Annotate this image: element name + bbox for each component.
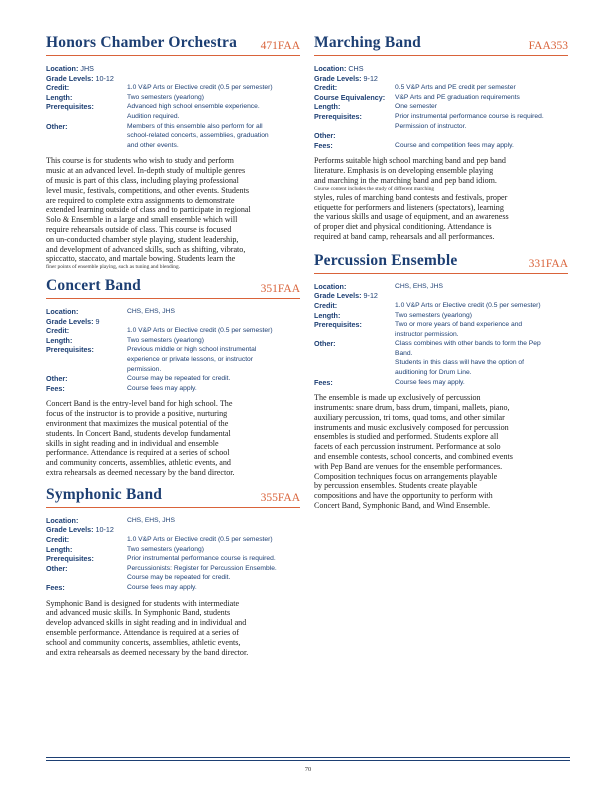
grade-levels-label: Grade Levels: bbox=[46, 316, 94, 326]
credit-row bbox=[46, 326, 300, 336]
other-label: Other: bbox=[46, 374, 68, 384]
other-value bbox=[395, 131, 568, 141]
description-line: focus of the instructor is to provide a positive, nurturing bbox=[46, 409, 228, 419]
course-header bbox=[314, 252, 568, 274]
location-line bbox=[46, 64, 300, 74]
course-header bbox=[314, 34, 568, 56]
description-line: music at an advanced level. In-depth study of multiple genres bbox=[46, 166, 246, 176]
description-line: school and community concerts, assemblies, athletic events, bbox=[46, 637, 241, 647]
course-info bbox=[314, 282, 568, 388]
grade-levels-value: 10-12 bbox=[95, 525, 114, 535]
description-line: with Pep Band are venues for the ensemble performances. bbox=[314, 461, 503, 471]
other-line: Class combines with other bands to form the Pep bbox=[395, 340, 541, 348]
credit-label: Credit: bbox=[314, 83, 338, 93]
description-line: instruments: snare drum, bass drum, timpani, mallets, piano, bbox=[314, 403, 510, 413]
description-line: are required to complete extra assignments to demonstrate bbox=[46, 195, 235, 205]
location-row bbox=[46, 307, 300, 317]
grade-levels-line bbox=[314, 74, 568, 84]
equivalency-label: Course Equivalency: bbox=[314, 92, 386, 102]
description-line: performance. Attendance is required at a series of school bbox=[46, 448, 230, 458]
prereq-row bbox=[314, 320, 568, 339]
course-description bbox=[314, 156, 568, 241]
grade-levels-label: Grade Levels: bbox=[46, 73, 94, 83]
description-line: Symphonic Band is designed for students with intermediate bbox=[46, 598, 240, 608]
course-title: Honors Chamber Orchestra bbox=[46, 34, 238, 51]
other-label: Other: bbox=[314, 131, 336, 141]
length-label: Length: bbox=[46, 335, 73, 345]
description-line: styles, rules of marching band contests and festivals, proper bbox=[314, 192, 508, 202]
description-line: Composition techniques focus on arrangements playable bbox=[314, 471, 498, 481]
prereq-line: Previous middle or high school instrumental bbox=[127, 346, 257, 354]
grade-levels-value: 9-12 bbox=[363, 291, 378, 301]
description-line: and ensemble contests, school concerts, and combined events bbox=[314, 452, 513, 462]
grade-levels-line bbox=[46, 74, 300, 84]
course-description bbox=[46, 399, 300, 477]
location-label: Location: bbox=[314, 281, 347, 291]
credit-row bbox=[46, 535, 300, 545]
other-label: Other: bbox=[314, 339, 336, 349]
credit-label: Credit: bbox=[46, 83, 70, 93]
right-column bbox=[314, 34, 568, 517]
fees-value: Course and competition fees may apply. bbox=[395, 141, 514, 149]
footer-rule-top bbox=[46, 757, 570, 758]
grade-levels-value: 10-12 bbox=[95, 73, 114, 83]
prereq-label: Prerequisites: bbox=[314, 111, 362, 121]
description-line: students. In Concert Band, students develop fundamental bbox=[46, 428, 231, 438]
description-line: environment that maximizes the musical potential of the bbox=[46, 419, 229, 429]
other-value: Course may be repeated for credit. bbox=[127, 375, 231, 383]
course-header bbox=[46, 277, 300, 299]
description-line: of music is part of this class, including playing professional bbox=[46, 175, 239, 185]
prereq-value bbox=[395, 320, 568, 339]
description-line: ensembles is studied and performed. Students explore all bbox=[314, 432, 499, 442]
prereq-label: Prerequisites: bbox=[46, 345, 94, 355]
prereq-line: Permission of instructor. bbox=[395, 122, 467, 130]
length-label: Length: bbox=[46, 92, 73, 102]
course-title: Marching Band bbox=[314, 34, 421, 51]
description-tail: finer points of ensemble playing, such as tuning and blending. bbox=[46, 264, 180, 271]
grade-levels-label: Grade Levels: bbox=[46, 525, 94, 535]
prereq-label: Prerequisites: bbox=[314, 320, 362, 330]
description-line: and development of advanced skills, such as shifting, vibrato, bbox=[46, 244, 246, 254]
grade-levels-line bbox=[46, 525, 300, 535]
course-header bbox=[46, 486, 300, 508]
description-line: extra rehearsals as deemed necessary by the band director. bbox=[46, 468, 235, 478]
description-line: of proper diet and physical conditioning. Attendance is bbox=[314, 222, 492, 232]
location-value: CHS bbox=[348, 64, 364, 73]
prereq-line: Prior instrumental performance course is required. bbox=[395, 112, 544, 120]
other-value bbox=[127, 122, 300, 151]
course-code: 331FAA bbox=[528, 257, 568, 270]
other-line: school-related concerts, assemblies, graduation bbox=[127, 132, 269, 140]
credit-label: Credit: bbox=[46, 326, 70, 336]
description-line: skills in sight reading and in individual and ensemble bbox=[46, 438, 219, 448]
length-row bbox=[314, 311, 568, 321]
other-value bbox=[127, 564, 300, 583]
description-line: required at band camp, rehearsals and all performances. bbox=[314, 231, 495, 241]
credit-value: 1.0 V&P Arts or Elective credit (0.5 per semester) bbox=[127, 327, 273, 335]
length-value: Two semesters (yearlong) bbox=[127, 93, 204, 101]
location-value: CHS, EHS, JHS bbox=[395, 282, 443, 290]
fees-value: Course fees may apply. bbox=[127, 583, 197, 591]
course-info bbox=[314, 64, 568, 150]
credit-label: Credit: bbox=[314, 300, 338, 310]
description-line: Concert Band, Symphonic Band, and Wind Ensemble. bbox=[314, 501, 490, 511]
description-line: etiquette for performers and listeners (spectators), learning bbox=[314, 202, 504, 212]
grade-levels-value: 9 bbox=[95, 316, 100, 326]
course-description bbox=[314, 393, 568, 511]
length-row bbox=[314, 102, 568, 112]
course-symphonic-band bbox=[46, 486, 300, 658]
prereq-label: Prerequisites: bbox=[46, 102, 94, 112]
description-line: and advanced music skills. In Symphonic Band, students bbox=[46, 608, 231, 618]
description-line: instruments and music exclusively composed for percussion bbox=[314, 422, 509, 432]
location-value: JHS bbox=[80, 64, 94, 73]
location-row bbox=[46, 516, 300, 526]
description-line: The ensemble is made up exclusively of percussion bbox=[314, 393, 481, 403]
length-label: Length: bbox=[314, 102, 341, 112]
description-line: and extra rehearsals as deemed necessary by the band director. bbox=[46, 647, 249, 657]
description-line: and marching in the marching band and pep band idiom. bbox=[314, 175, 497, 185]
fees-label: Fees: bbox=[314, 377, 333, 387]
prereq-line: experience or private lessons, or instructor bbox=[127, 356, 254, 364]
credit-row bbox=[46, 83, 300, 93]
grade-levels-label: Grade Levels: bbox=[314, 291, 362, 301]
location-label: Location: bbox=[46, 515, 79, 525]
prereq-line: permission. bbox=[127, 365, 162, 373]
fees-row bbox=[314, 378, 568, 388]
course-header bbox=[46, 34, 300, 56]
other-label: Other: bbox=[46, 121, 68, 131]
grade-levels-label: Grade Levels: bbox=[314, 73, 362, 83]
prereq-line: Advanced high school ensemble experience. bbox=[127, 103, 260, 111]
grade-levels-value: 9-12 bbox=[363, 73, 378, 83]
length-label: Length: bbox=[46, 544, 73, 554]
description-line: spiccatto, staccato, and martale bowing. Students learn the bbox=[46, 254, 236, 264]
fees-label: Fees: bbox=[46, 582, 65, 592]
description-line: Solo & Ensemble in a large and small ensemble which will bbox=[46, 215, 238, 225]
other-line: and other events. bbox=[127, 141, 179, 149]
location-label: Location: bbox=[314, 64, 347, 73]
fees-label: Fees: bbox=[314, 140, 333, 150]
course-percussion-ensemble bbox=[314, 252, 568, 511]
description-line: facets of each percussion instrument. Performance at solo bbox=[314, 442, 501, 452]
description-line: This course is for students who wish to study and perform bbox=[46, 156, 234, 166]
prereq-value bbox=[395, 112, 568, 131]
description-line: ensemble performance. Attendance is required at a series of bbox=[46, 627, 240, 637]
length-value: Two semesters (yearlong) bbox=[127, 545, 204, 553]
course-code: FAA353 bbox=[528, 40, 568, 52]
location-line bbox=[314, 64, 568, 74]
description-line: level music, festivals, competitions, and other events. Students bbox=[46, 185, 249, 195]
fees-label: Fees: bbox=[46, 383, 65, 393]
description-line: require rehearsals outside of class. This course is focused bbox=[46, 224, 232, 234]
description-line: compositions and have the opportunity to perform with bbox=[314, 491, 493, 501]
length-row bbox=[46, 545, 300, 555]
grade-levels-line bbox=[314, 291, 568, 301]
course-marching-band bbox=[314, 34, 568, 242]
description-line: and community concerts, assemblies, athletic events, and bbox=[46, 458, 231, 468]
description-line: Concert Band is the entry-level band for high school. The bbox=[46, 399, 233, 409]
course-concert-band bbox=[46, 277, 300, 478]
grade-levels-line bbox=[46, 317, 300, 327]
length-value: Two semesters (yearlong) bbox=[127, 336, 204, 344]
length-row bbox=[46, 93, 300, 103]
course-title: Concert Band bbox=[46, 277, 141, 295]
prereq-value bbox=[127, 102, 300, 121]
course-description bbox=[46, 599, 300, 658]
left-column bbox=[46, 34, 300, 663]
prereq-label: Prerequisites: bbox=[46, 554, 94, 564]
location-value: CHS, EHS, JHS bbox=[127, 308, 175, 316]
other-row bbox=[46, 374, 300, 384]
length-value: One semester bbox=[395, 103, 437, 111]
description-line: by percussion ensembles. Students create playable bbox=[314, 481, 478, 491]
other-row bbox=[46, 564, 300, 583]
description-line: on un-conducted chamber style playing, student leadership, bbox=[46, 234, 239, 244]
course-title: Percussion Ensemble bbox=[314, 251, 458, 269]
prereq-value bbox=[127, 345, 300, 374]
fees-value: Course fees may apply. bbox=[395, 378, 465, 386]
other-row bbox=[46, 122, 300, 151]
course-honors-chamber-orchestra bbox=[46, 34, 300, 271]
credit-row bbox=[314, 301, 568, 311]
location-value: CHS, EHS, JHS bbox=[127, 516, 175, 524]
other-line: Students in this class will have the option of bbox=[395, 359, 524, 367]
equivalency-value: V&P Arts and PE graduation requirements bbox=[395, 93, 520, 101]
other-line: auditioning for Drum Line. bbox=[395, 369, 472, 377]
length-value: Two semesters (yearlong) bbox=[395, 311, 472, 319]
course-code: 355FAA bbox=[260, 491, 300, 504]
course-info bbox=[46, 64, 300, 150]
credit-row bbox=[314, 83, 568, 93]
other-line: Course may be repeated for credit. bbox=[127, 574, 231, 582]
prereq-value: Prior instrumental performance course is required. bbox=[127, 555, 276, 563]
other-row bbox=[314, 131, 568, 141]
prereq-row bbox=[46, 554, 300, 564]
prereq-row bbox=[46, 102, 300, 121]
course-title: Symphonic Band bbox=[46, 485, 163, 503]
other-value bbox=[395, 339, 568, 377]
length-label: Length: bbox=[314, 310, 341, 320]
fees-value: Course fees may apply. bbox=[127, 384, 197, 392]
other-line: Members of this ensemble also perform for all bbox=[127, 122, 263, 130]
description-line: the various skills and usage of equipment, and an awareness bbox=[314, 212, 509, 222]
credit-value: 0.5 V&P Arts and PE credit per semester bbox=[395, 84, 516, 92]
page-number: 70 bbox=[304, 766, 312, 773]
footer-rule-bottom bbox=[46, 760, 570, 761]
location-label: Location: bbox=[46, 64, 79, 73]
fees-row bbox=[314, 141, 568, 151]
course-info bbox=[46, 516, 300, 593]
prereq-row bbox=[314, 112, 568, 131]
equivalency-row bbox=[314, 93, 568, 103]
prereq-line: instructor permission. bbox=[395, 330, 459, 338]
credit-label: Credit: bbox=[46, 535, 70, 545]
location-row bbox=[314, 282, 568, 292]
description-tiny-line: Course content includes the study of different marching bbox=[314, 185, 435, 192]
fees-row bbox=[46, 384, 300, 394]
other-line: Band. bbox=[395, 349, 413, 357]
course-code: 351FAA bbox=[260, 283, 300, 296]
other-row bbox=[314, 339, 568, 377]
length-row bbox=[46, 336, 300, 346]
credit-value: 1.0 V&P Arts or Elective credit (0.5 per semester) bbox=[127, 536, 273, 544]
course-code: 471FAA bbox=[260, 40, 300, 52]
course-info bbox=[46, 307, 300, 393]
credit-value: 1.0 V&P Arts or Elective credit (0.5 per semester) bbox=[395, 301, 541, 309]
other-line: Percussionists: Register for Percussion Ensemble. bbox=[127, 564, 277, 572]
course-description bbox=[46, 156, 300, 271]
fees-row bbox=[46, 583, 300, 593]
credit-value: 1.0 V&P Arts or Elective credit (0.5 per semester) bbox=[127, 84, 273, 92]
description-line: Performs suitable high school marching band and pep band bbox=[314, 156, 506, 166]
location-label: Location: bbox=[46, 307, 79, 317]
description-line: literature. Emphasis is on developing ensemble playing bbox=[314, 166, 494, 176]
description-line: extended learning outside of class and to participate in regional bbox=[46, 205, 251, 215]
prereq-line: Audition required. bbox=[127, 112, 180, 120]
prereq-line: Two or more years of band experience and bbox=[395, 321, 523, 329]
prereq-row bbox=[46, 345, 300, 374]
description-line: auxiliary percussion, tri toms, quad toms, and other similar bbox=[314, 412, 505, 422]
other-label: Other: bbox=[46, 563, 68, 573]
description-line: develop advanced skills in sight reading and in individual and bbox=[46, 618, 247, 628]
